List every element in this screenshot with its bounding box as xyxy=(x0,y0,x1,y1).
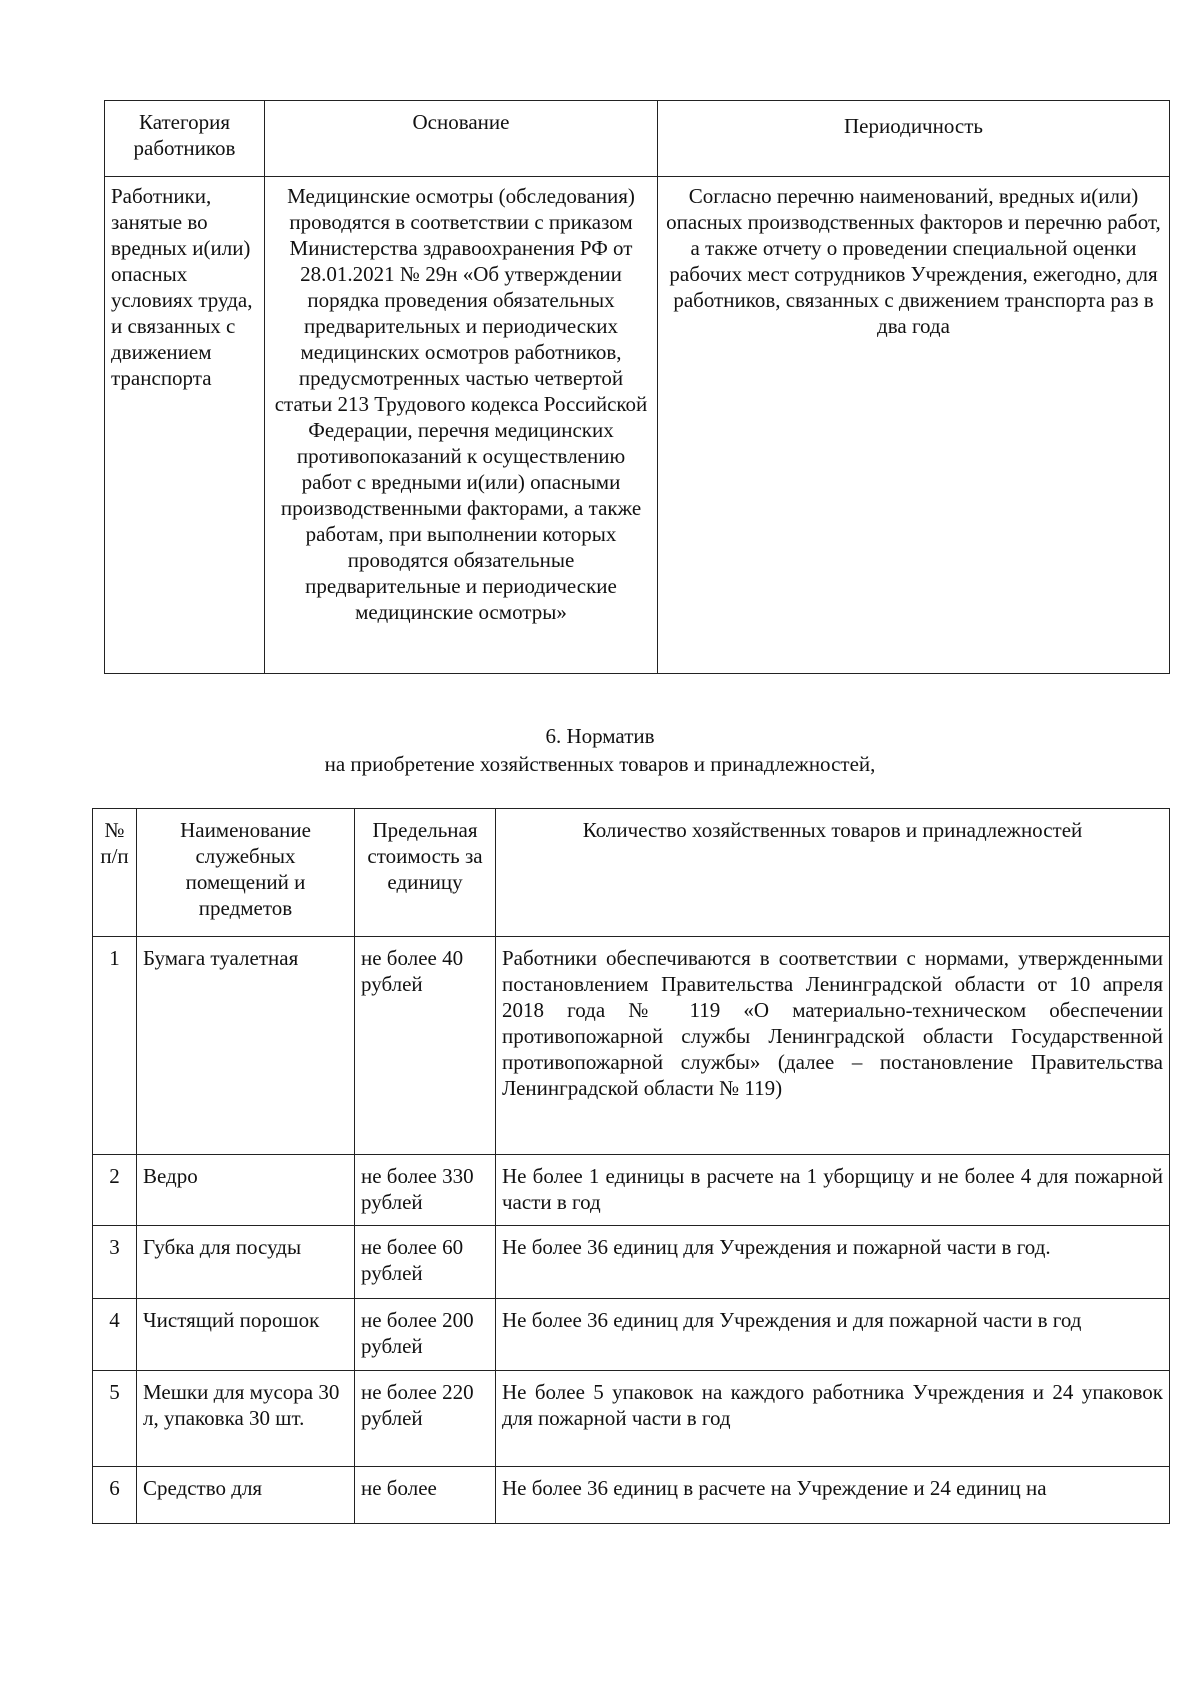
row-number: 5 xyxy=(93,1371,137,1467)
row-quantity: Не более 1 единицы в расчете на 1 уборщицу и не более 4 для пожарной части в год xyxy=(496,1155,1170,1226)
header-number: № п/п xyxy=(93,809,137,937)
table-row xyxy=(93,1299,1170,1371)
row-price: не более 40 рублей xyxy=(355,937,496,1155)
cell-periodicity: Согласно перечню наименований, вредных и(или) опасных производственных факторов и перечню работ, а также отчету о проведении специальной оценки рабочих мест сотрудников Учреждения, ежегодно, для работников, связанных с движением транспорта раз в два года xyxy=(658,177,1170,674)
table-row xyxy=(93,1371,1170,1467)
row-name: Губка для посуды xyxy=(137,1226,355,1299)
row-name: Мешки для мусора 30 л, упаковка 30 шт. xyxy=(137,1371,355,1467)
header-quantity: Количество хозяйственных товаров и принадлежностей xyxy=(496,809,1170,937)
table-header-row xyxy=(93,809,1170,937)
row-number: 6 xyxy=(93,1467,137,1524)
table-header-row xyxy=(105,101,1170,177)
header-category: Категория работников xyxy=(105,101,265,177)
table-row xyxy=(105,177,1170,674)
header-basis: Основание xyxy=(265,101,658,177)
row-price: не более 200 рублей xyxy=(355,1299,496,1371)
medical-exams-table xyxy=(104,100,1170,674)
row-quantity: Не более 5 упаковок на каждого работника Учреждения и 24 упаковок для пожарной части в год xyxy=(496,1371,1170,1467)
row-price: не более 60 рублей xyxy=(355,1226,496,1299)
row-price: не более xyxy=(355,1467,496,1524)
row-name: Чистящий порошок xyxy=(137,1299,355,1371)
table-row xyxy=(93,1467,1170,1524)
row-price: не более 330 рублей xyxy=(355,1155,496,1226)
row-number: 1 xyxy=(93,937,137,1155)
row-quantity: Работники обеспечиваются в соответствии с нормами, утвержденными постановлением Правительства Ленинградской области от 10 апреля 2018 года № 119 «О материально-техническом обеспечении противопожарной службы Ленинградской области Государственной противопожарной службы» (далее – постановление Правительства Ленинградской области № 119) xyxy=(496,937,1170,1155)
cell-category: Работники, занятые во вредных и(или) опасных условиях труда, и связанных с движением транспорта xyxy=(105,177,265,674)
row-quantity: Не более 36 единиц в расчете на Учреждение и 24 единиц на xyxy=(496,1467,1170,1524)
table-row xyxy=(93,1155,1170,1226)
section-title-line1: 6. Норматив xyxy=(545,724,655,748)
row-name: Ведро xyxy=(137,1155,355,1226)
section-title xyxy=(0,722,1200,778)
row-number: 4 xyxy=(93,1299,137,1371)
header-name: Наименование служебных помещений и предметов xyxy=(137,809,355,937)
row-quantity: Не более 36 единиц для Учреждения и пожарной части в год. xyxy=(496,1226,1170,1299)
header-price: Предельная стоимость за единицу xyxy=(355,809,496,937)
row-name: Средство для xyxy=(137,1467,355,1524)
row-name: Бумага туалетная xyxy=(137,937,355,1155)
header-periodicity: Периодичность xyxy=(658,101,1170,177)
row-price: не более 220 рублей xyxy=(355,1371,496,1467)
table-row xyxy=(93,1226,1170,1299)
table-row xyxy=(93,937,1170,1155)
row-quantity: Не более 36 единиц для Учреждения и для пожарной части в год xyxy=(496,1299,1170,1371)
row-number: 2 xyxy=(93,1155,137,1226)
cell-basis: Медицинские осмотры (обследования) проводятся в соответствии с приказом Министерства здравоохранения РФ от 28.01.2021 № 29н «Об утверждении порядка проведения обязательных предварительных и периодических медицинских осмотров работников, предусмотренных частью четвертой статьи 213 Трудового кодекса Российской Федерации, перечня медицинских противопоказаний к осуществлению работ с вредными и(или) опасными производственными факторами, а также работам, при выполнении которых проводятся обязательные предварительные и периодические медицинские осмотры» xyxy=(265,177,658,674)
row-number: 3 xyxy=(93,1226,137,1299)
section-title-line2: на приобретение хозяйственных товаров и принадлежностей, xyxy=(324,752,876,776)
household-goods-table xyxy=(92,808,1170,1524)
